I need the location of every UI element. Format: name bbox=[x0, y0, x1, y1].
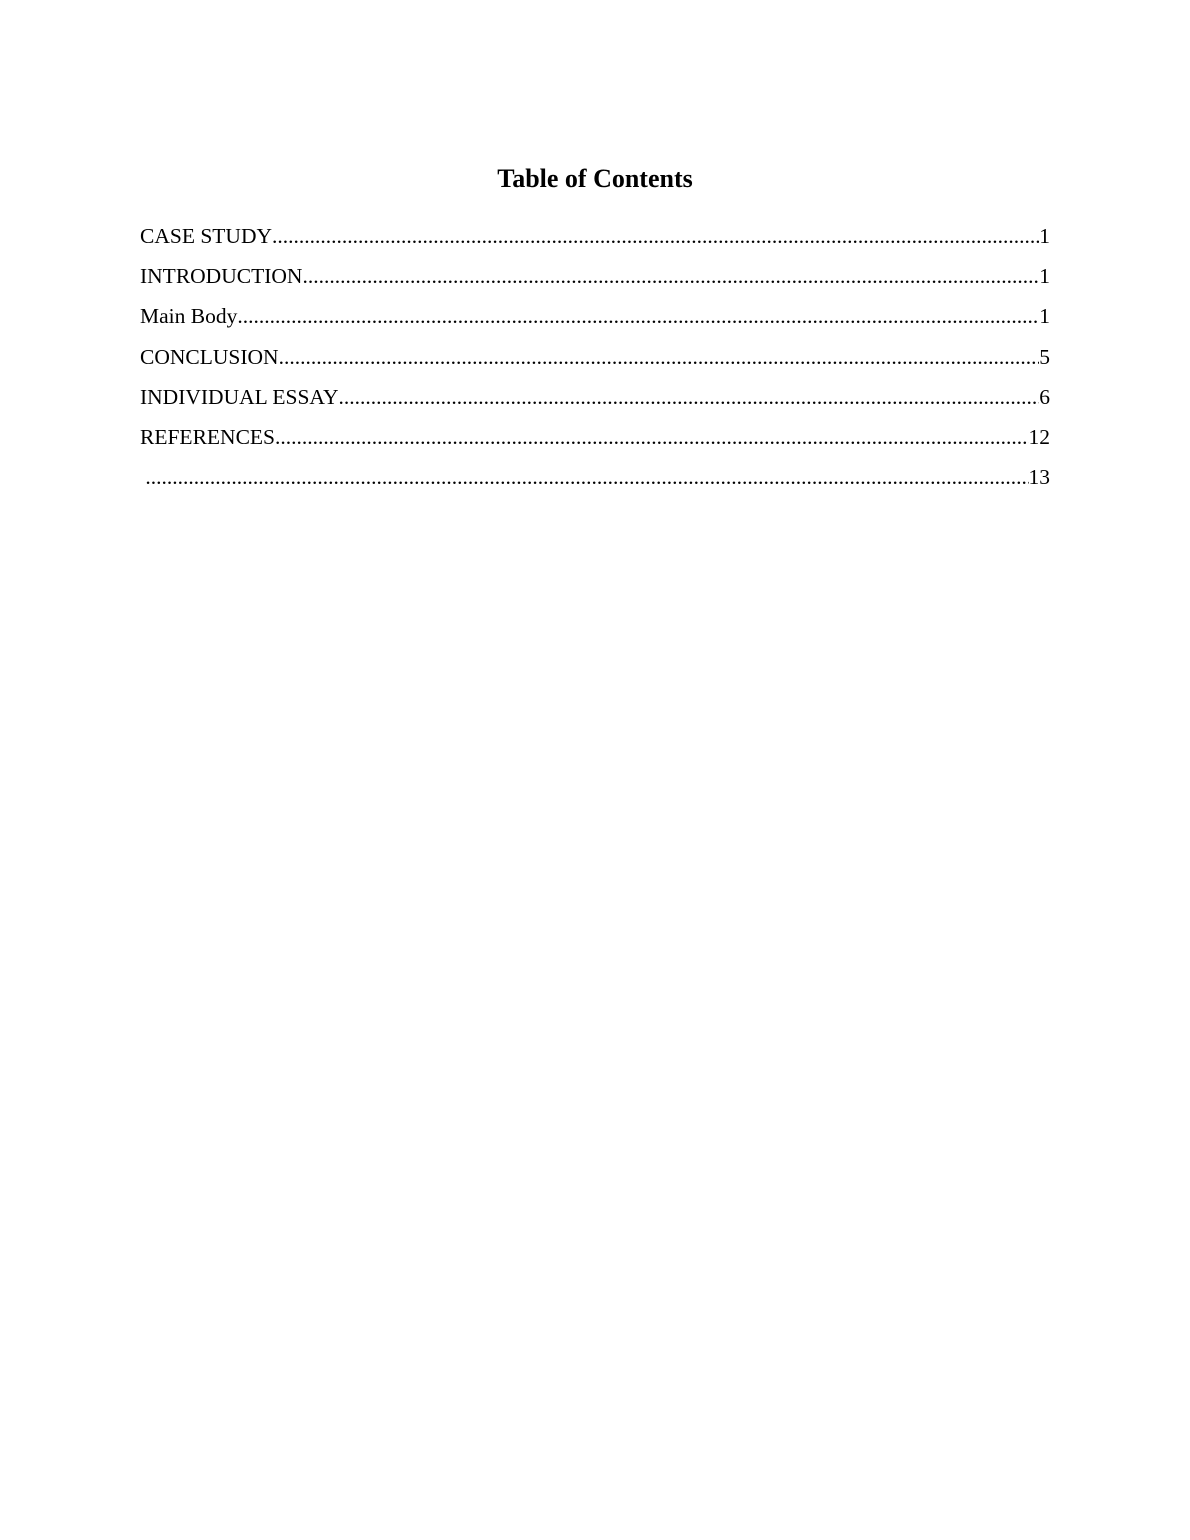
toc-dot-leader bbox=[237, 300, 1039, 332]
toc-entry-label: CASE STUDY bbox=[140, 224, 273, 248]
toc-entry-page-number: 13 bbox=[1028, 465, 1050, 490]
toc-entry-page-number: 1 bbox=[1039, 224, 1050, 248]
toc-entry-references[interactable] bbox=[140, 421, 1050, 461]
toc-entry-case-study[interactable] bbox=[140, 220, 1050, 260]
toc-entry-untitled[interactable] bbox=[140, 461, 1050, 501]
toc-dot-leader bbox=[302, 260, 1039, 292]
toc-dot-leader bbox=[275, 421, 1029, 453]
toc-dot-leader bbox=[272, 220, 1039, 252]
toc-entry-page-number: 1 bbox=[1039, 304, 1050, 329]
toc-entry-label: REFERENCES bbox=[140, 424, 275, 449]
toc-entry-page-number: 12 bbox=[1028, 424, 1050, 449]
toc-entry-page-number: 6 bbox=[1039, 384, 1050, 409]
toc-entry-label: Main Body bbox=[140, 304, 238, 329]
toc-dot-leader bbox=[338, 381, 1039, 413]
toc-entry-label: INDIVIDUAL ESSAY bbox=[140, 384, 339, 409]
toc-list bbox=[140, 220, 1050, 501]
toc-entry-page-number: 1 bbox=[1039, 264, 1050, 289]
toc-dot-leader bbox=[145, 461, 1028, 493]
toc-entry-conclusion[interactable] bbox=[140, 341, 1050, 381]
toc-entry-page-number: 5 bbox=[1039, 344, 1050, 369]
toc-dot-leader bbox=[279, 341, 1040, 373]
toc-title: Table of Contents bbox=[497, 164, 693, 193]
toc-entry-introduction[interactable] bbox=[140, 260, 1050, 300]
toc-entry-label: INTRODUCTION bbox=[140, 264, 303, 289]
toc-entry-main-body[interactable] bbox=[140, 300, 1050, 340]
toc-entry-label: CONCLUSION bbox=[140, 344, 279, 369]
toc-entry-individual-essay[interactable] bbox=[140, 381, 1050, 421]
